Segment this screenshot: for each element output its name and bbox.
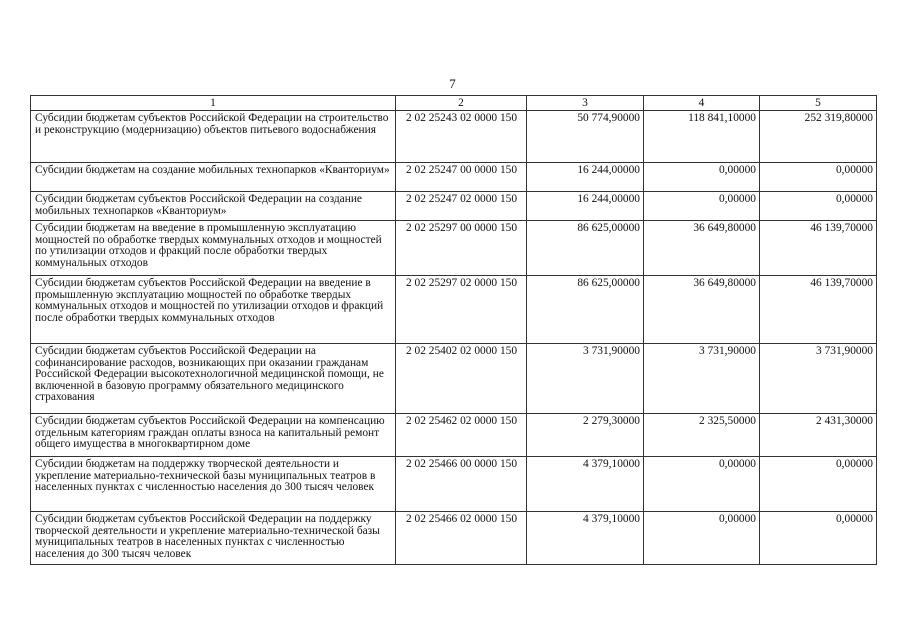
row-description: Субсидии бюджетам субъектов Российской Федерации на компенсацию отдельным категориям граждан оплаты взноса на капитальный ремонт общего имущества в многоквартирном доме [31, 414, 396, 457]
column-header-3: 3 [527, 96, 644, 111]
table-row [31, 221, 877, 276]
amount-year-3: 46 139,70000 [760, 276, 877, 344]
amount-year-2: 36 649,80000 [644, 276, 760, 344]
budget-code: 2 02 25247 00 0000 150 [396, 163, 527, 192]
amount-year-3: 252 319,80000 [760, 111, 877, 163]
column-header-2: 2 [396, 96, 527, 111]
amount-year-3: 0,00000 [760, 512, 877, 565]
amount-year-3: 0,00000 [760, 163, 877, 192]
amount-year-1: 86 625,00000 [527, 221, 644, 276]
amount-year-2: 0,00000 [644, 512, 760, 565]
row-description: Субсидии бюджетам на поддержку творческой деятельности и укрепление материально-технической базы муниципальных театров в населенных пунктах с численностью населения до 300 тысяч человек [31, 457, 396, 512]
budget-code: 2 02 25466 00 0000 150 [396, 457, 527, 512]
budget-code: 2 02 25297 02 0000 150 [396, 276, 527, 344]
row-description: Субсидии бюджетам субъектов Российской Федерации на введение в промышленную эксплуатацию мощностей по обработке твердых коммунальных отходов и мощностей по утилизации отходов и фракций после обработки твердых коммунальных отходов [31, 276, 396, 344]
amount-year-1: 2 279,30000 [527, 414, 644, 457]
table-header-row [31, 96, 877, 111]
table-row [31, 414, 877, 457]
amount-year-1: 16 244,00000 [527, 163, 644, 192]
budget-code: 2 02 25243 02 0000 150 [396, 111, 527, 163]
budget-table [30, 95, 877, 565]
budget-code: 2 02 25402 02 0000 150 [396, 344, 527, 414]
amount-year-3: 0,00000 [760, 457, 877, 512]
amount-year-1: 4 379,10000 [527, 512, 644, 565]
amount-year-3: 2 431,30000 [760, 414, 877, 457]
row-description: Субсидии бюджетам субъектов Российской Федерации на софинансирование расходов, возникающих при оказании гражданам Российской Федерации высокотехнологичной медицинской помощи, не включенной в базовую программу обязательного медицинского страхования [31, 344, 396, 414]
amount-year-1: 16 244,00000 [527, 192, 644, 221]
amount-year-3: 3 731,90000 [760, 344, 877, 414]
amount-year-1: 3 731,90000 [527, 344, 644, 414]
amount-year-2: 3 731,90000 [644, 344, 760, 414]
table-row [31, 512, 877, 565]
row-description: Субсидии бюджетам на создание мобильных технопарков «Кванториум» [31, 163, 396, 192]
row-description: Субсидии бюджетам субъектов Российской Федерации на строительство и реконструкцию (модернизацию) объектов питьевого водоснабжения [31, 111, 396, 163]
row-description: Субсидии бюджетам субъектов Российской Федерации на поддержку творческой деятельности и укрепление материально-технической базы муниципальных театров в населенных пунктах с численностью населения до 300 тысяч человек [31, 512, 396, 565]
row-description: Субсидии бюджетам субъектов Российской Федерации на создание мобильных технопарков «Кванториум» [31, 192, 396, 221]
column-header-4: 4 [644, 96, 760, 111]
column-header-5: 5 [760, 96, 877, 111]
amount-year-2: 0,00000 [644, 192, 760, 221]
amount-year-2: 2 325,50000 [644, 414, 760, 457]
amount-year-1: 86 625,00000 [527, 276, 644, 344]
row-description: Субсидии бюджетам на введение в промышленную эксплуатацию мощностей по обработке твердых коммунальных отходов и мощностей по утилизации отходов и фракций после обработки твердых коммунальных отходов [31, 221, 396, 276]
table-row [31, 163, 877, 192]
table-row [31, 111, 877, 163]
budget-code: 2 02 25247 02 0000 150 [396, 192, 527, 221]
amount-year-2: 0,00000 [644, 163, 760, 192]
table-row [31, 457, 877, 512]
budget-code: 2 02 25297 00 0000 150 [396, 221, 527, 276]
amount-year-1: 50 774,90000 [527, 111, 644, 163]
amount-year-2: 36 649,80000 [644, 221, 760, 276]
page-number: 7 [449, 76, 456, 91]
table-row [31, 276, 877, 344]
table-row [31, 344, 877, 414]
amount-year-3: 46 139,70000 [760, 221, 877, 276]
amount-year-2: 118 841,10000 [644, 111, 760, 163]
budget-code: 2 02 25462 02 0000 150 [396, 414, 527, 457]
amount-year-1: 4 379,10000 [527, 457, 644, 512]
budget-code: 2 02 25466 02 0000 150 [396, 512, 527, 565]
amount-year-2: 0,00000 [644, 457, 760, 512]
column-header-1: 1 [31, 96, 396, 111]
table-row [31, 192, 877, 221]
amount-year-3: 0,00000 [760, 192, 877, 221]
